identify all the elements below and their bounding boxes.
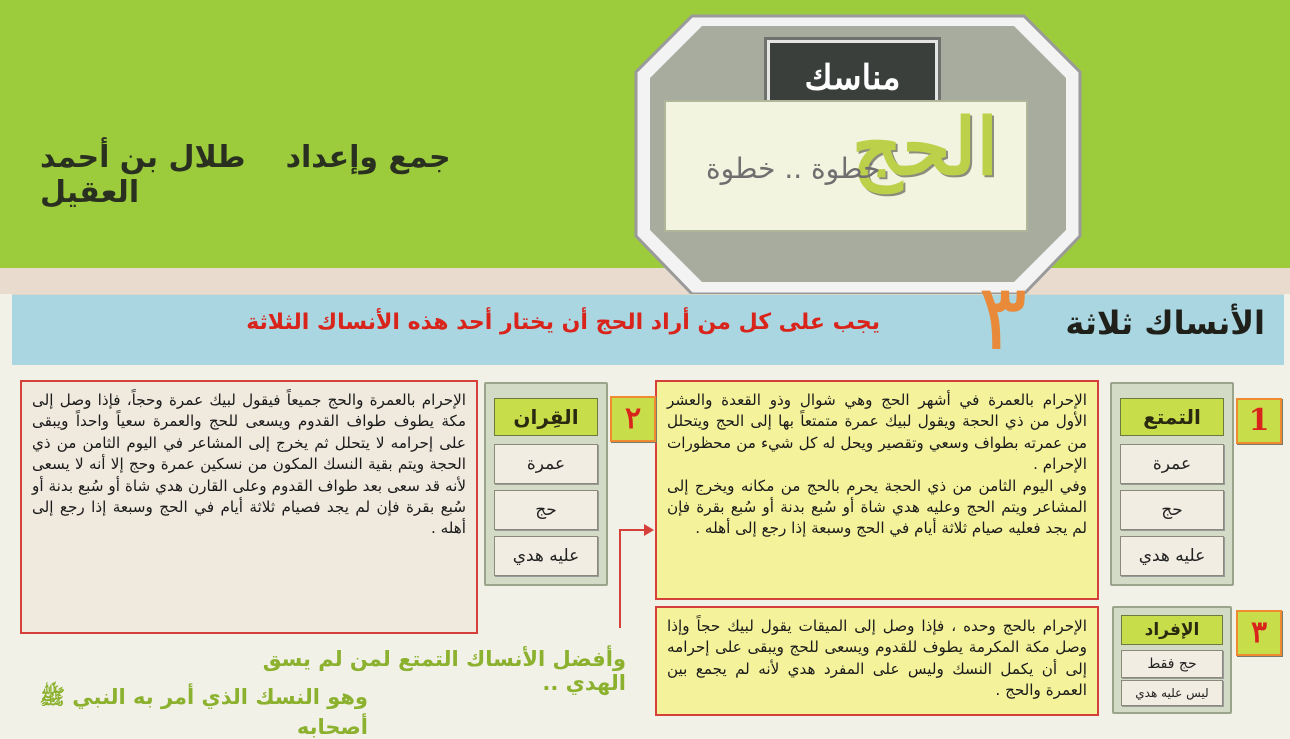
rite-name: الإفراد: [1121, 615, 1223, 645]
badge-title: الحج: [851, 102, 998, 193]
rite-name: القِران: [494, 398, 598, 436]
badge-inner-panel: [664, 100, 1028, 232]
author-name: طلال بن أحمد العقيل: [40, 140, 246, 210]
section-title: الأنساك ثلاثة: [1065, 304, 1265, 342]
rite-description-qiran: [20, 380, 478, 634]
rite-number-1: 1: [1236, 398, 1282, 444]
author-prefix: جمع وإعداد: [285, 140, 451, 175]
badge-subtitle: خطوة .. خطوة: [706, 152, 881, 185]
rite-panel-ifrad: [1112, 606, 1232, 714]
rite-item: حج: [1120, 490, 1224, 530]
description-paragraph: الإحرام بالعمرة في أشهر الحج وهي شوال وذو القعدة والعشر الأول من ذي الحجة ويقول لبيك عمرة متمتعاً بها إلى الحج ويتحلل من عمرته بطواف وسعي وتقصير ويحل له كل شيء من محظورات الإحرام .: [667, 391, 1087, 474]
rite-item: حج: [494, 490, 598, 530]
rite-number-2: ٢: [610, 396, 656, 442]
rite-item: عليه هدي: [494, 536, 598, 576]
note-prophet-command: وهو النسك الذي أمر به النبي ﷺ أصحابه: [39, 685, 368, 739]
rite-panel-tamattu: [1110, 382, 1234, 586]
arrow-icon: [600, 500, 660, 630]
rite-description-tamattu: [655, 380, 1099, 600]
title-badge: [632, 8, 1084, 300]
section-number: ٣: [978, 264, 1028, 371]
rite-item: حج فقط: [1121, 650, 1223, 678]
badge-tag: مناسك: [767, 40, 938, 116]
note-best-rite: وأفضل الأنساك التمتع لمن لم يسق الهدي ..: [262, 647, 626, 695]
author-credit: [40, 140, 560, 210]
rite-item: عمرة: [1120, 444, 1224, 484]
section-subtitle: يجب على كل من أراد الحج أن يختار أحد هذه الأنساك الثلاثة: [246, 310, 880, 335]
description-paragraph: الإحرام بالعمرة والحج جميعاً فيقول لبيك عمرة وحجاً، فإذا وصل إلى مكة يطوف طواف القدوم ويسعى للحج والعمرة سعياً واحداً ويبقى على إحرامه لا يتحلل ثم يخرج إلى المشاعر في اليوم الثامن من ذي الحجة ويتم بقية النسك المكون من نسكين عمرة وحج إلا أنه لا يسعى لأنه قد سعى بعد طواف القدوم وعلى القارن هدي شاة أو سُبع بدنة أو سُبع بقرة فإن لم يجد فصيام ثلاثة أيام في الحج وسبعة إذا رجع إلى أهله .: [32, 391, 466, 538]
rite-panel-qiran: [484, 382, 608, 586]
rite-number-3: ٣: [1236, 610, 1282, 656]
rite-name: التمتع: [1120, 398, 1224, 436]
rite-item: عمرة: [494, 444, 598, 484]
description-paragraph: الإحرام بالحج وحده ، فإذا وصل إلى الميقات يقول لبيك حجاً وإذا وصل مكة المكرمة يطوف للقدوم ويسعى للحج ويبقى على إحرامه إلى أن يكمل النسك وليس على المفرد هدي لأنه لم يجمع بين العمرة والحج .: [667, 617, 1087, 700]
rite-item: ليس عليه هدي: [1121, 680, 1223, 706]
rite-description-ifrad: [655, 606, 1099, 716]
description-paragraph: وفي اليوم الثامن من ذي الحجة يحرم بالحج من مكانه ويخرج إلى المشاعر ويتم الحج وعليه هدي شاة أو سُبع بدنة أو سُبع بقرة فإن لم يجد فعليه صيام ثلاثة أيام في الحج وسبعة إذا رجع إلى أهله .: [667, 476, 1087, 538]
rite-item: عليه هدي: [1120, 536, 1224, 576]
